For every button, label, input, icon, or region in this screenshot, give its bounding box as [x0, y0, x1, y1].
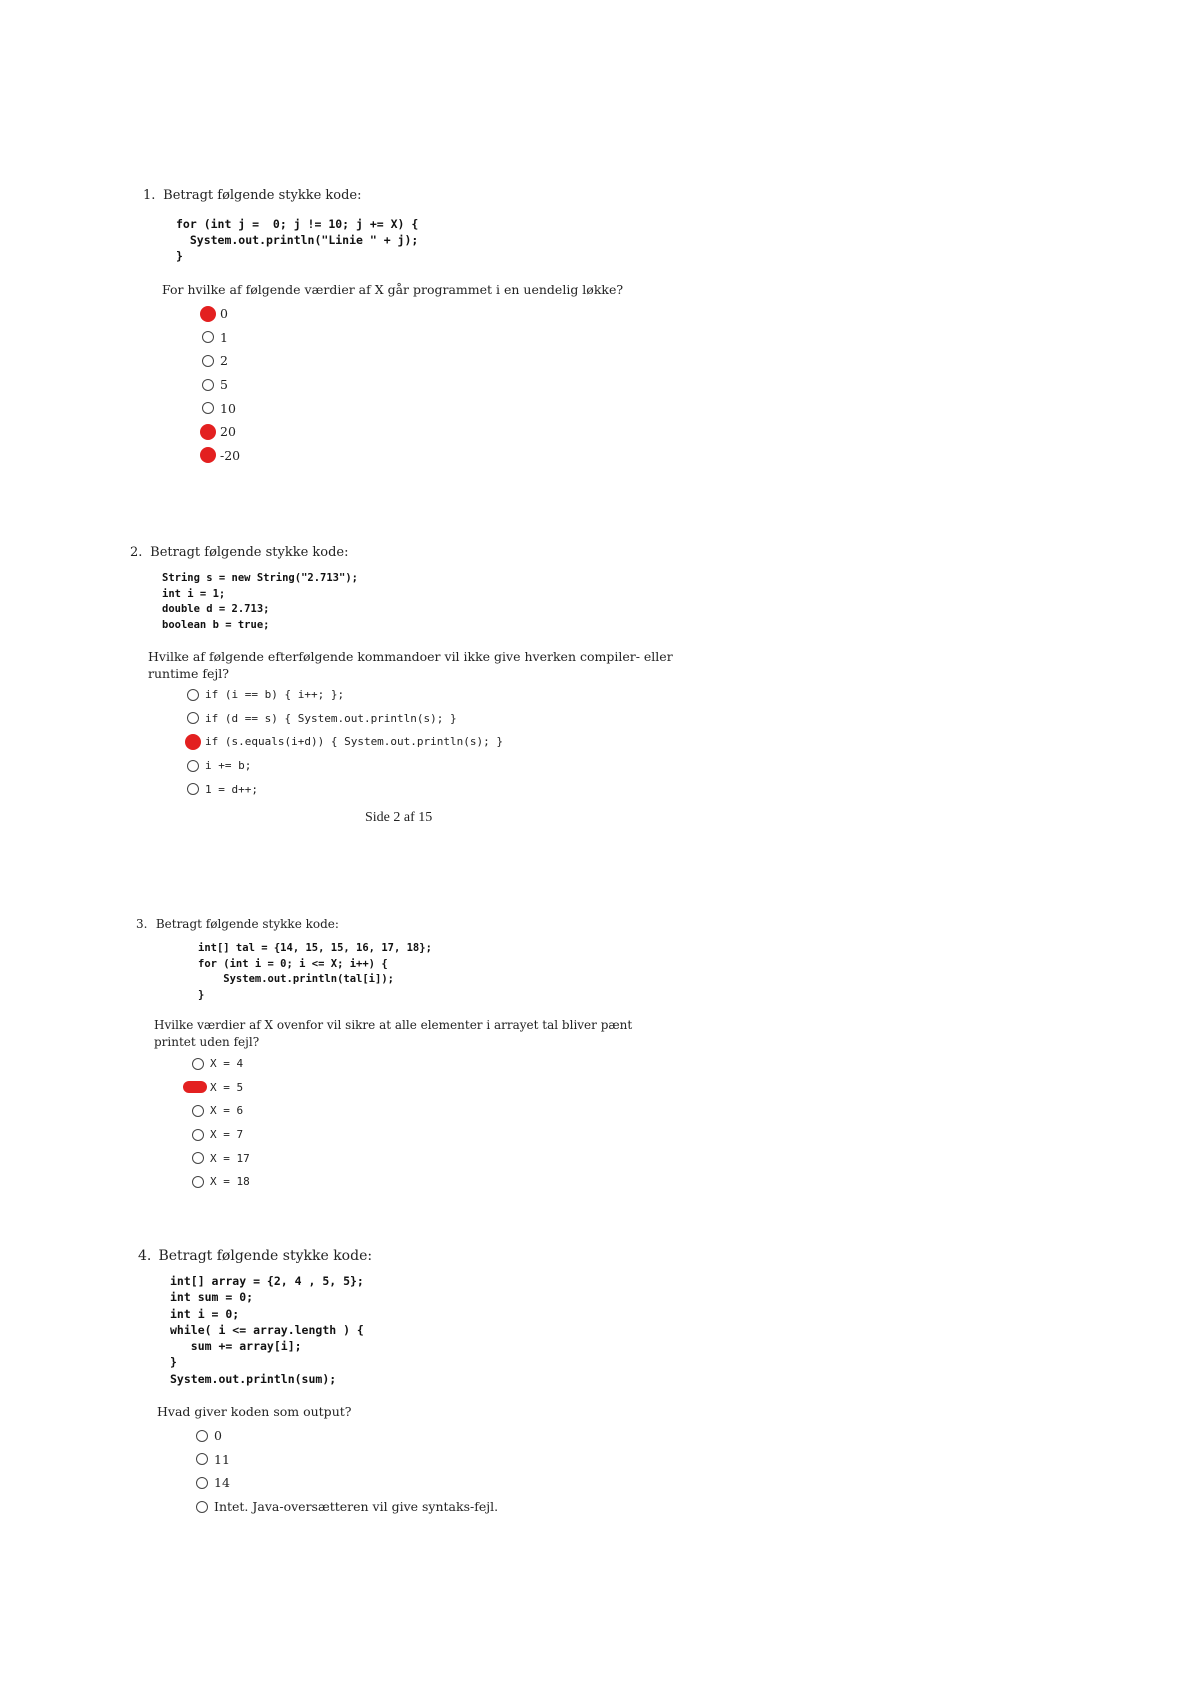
q2-option-4[interactable]	[187, 777, 503, 801]
option-label: X = 18	[210, 1175, 250, 1189]
red-ink-mark-icon	[183, 1081, 207, 1093]
page-bottom-blank	[0, 1518, 1200, 1698]
q2-option-0[interactable]	[187, 683, 503, 707]
option-label: 14	[214, 1475, 230, 1491]
page-footer: Side 2 af 15	[365, 810, 433, 825]
radio-button[interactable]	[192, 1129, 204, 1141]
q3-option-5[interactable]	[192, 1170, 250, 1194]
q2-options	[187, 683, 503, 801]
q1-heading	[143, 188, 362, 203]
red-ink-mark-icon	[200, 424, 216, 440]
q3-prompt: Hvilke værdier af X ovenfor vil sikre at alle elementer i arrayet tal bliver pænt printet uden fejl?	[154, 1018, 633, 1049]
radio-button[interactable]	[192, 1058, 204, 1070]
option-label: X = 17	[210, 1151, 250, 1165]
option-label: X = 7	[210, 1128, 244, 1142]
red-ink-mark-icon	[200, 306, 216, 322]
q1-title: Betragt følgende stykke kode:	[163, 188, 362, 203]
radio-button[interactable]	[187, 736, 199, 748]
radio-button[interactable]	[196, 1477, 208, 1489]
option-label: 2	[220, 353, 228, 369]
radio-button[interactable]	[187, 783, 199, 795]
option-label: X = 6	[210, 1104, 244, 1118]
q3-option-0[interactable]	[192, 1052, 250, 1076]
radio-button[interactable]	[192, 1081, 204, 1093]
option-label: 1 = d++;	[205, 782, 258, 796]
radio-button[interactable]	[202, 449, 214, 461]
q4-option-0[interactable]	[196, 1424, 498, 1448]
option-label: 5	[220, 377, 228, 393]
q2-code: String s = new String("2.713"); int i = 1; double d = 2.713; boolean b = true;	[162, 572, 358, 631]
option-label: 0	[214, 1428, 222, 1444]
q1-option-1[interactable]	[202, 326, 240, 350]
q2-title: Betragt følgende stykke kode:	[150, 545, 349, 560]
radio-button[interactable]	[192, 1105, 204, 1117]
option-label: 20	[220, 424, 236, 440]
option-label: 1	[220, 329, 228, 345]
option-label: 0	[220, 306, 228, 322]
radio-button[interactable]	[196, 1453, 208, 1465]
option-label: X = 5	[210, 1080, 244, 1094]
option-label: X = 4	[210, 1057, 244, 1071]
option-label: i += b;	[205, 759, 252, 773]
q3-number: 3.	[136, 917, 148, 931]
radio-button[interactable]	[196, 1501, 208, 1513]
q1-option-6[interactable]	[202, 444, 240, 468]
q4-number: 4.	[138, 1248, 152, 1264]
q3-option-1[interactable]	[192, 1076, 250, 1100]
radio-button[interactable]	[187, 760, 199, 772]
q3-option-2[interactable]	[192, 1099, 250, 1123]
q4-option-1[interactable]	[196, 1448, 498, 1472]
q4-prompt: Hvad giver koden som output?	[157, 1404, 352, 1419]
q3-option-3[interactable]	[192, 1123, 250, 1147]
radio-button[interactable]	[202, 426, 214, 438]
q2-option-2[interactable]	[187, 730, 503, 754]
radio-button[interactable]	[192, 1152, 204, 1164]
radio-button[interactable]	[196, 1430, 208, 1442]
option-label: if (d == s) { System.out.println(s); }	[205, 711, 457, 725]
red-ink-mark-icon	[185, 734, 201, 750]
q4-title: Betragt følgende stykke kode:	[158, 1248, 373, 1264]
q1-option-4[interactable]	[202, 396, 240, 420]
q2-option-3[interactable]	[187, 754, 503, 778]
option-label: Intet. Java-oversætteren vil give syntaks-fejl.	[214, 1499, 499, 1515]
radio-button[interactable]	[192, 1176, 204, 1188]
q1-code: for (int j = 0; j != 10; j += X) { System.out.println("Linie " + j); }	[176, 217, 419, 263]
option-label: 11	[214, 1451, 230, 1467]
radio-button[interactable]	[202, 308, 214, 320]
q2-prompt: Hvilke af følgende efterfølgende kommandoer vil ikke give hverken compiler- eller runtime fejl?	[148, 649, 673, 681]
q4-code: int[] array = {2, 4 , 5, 5}; int sum = 0; int i = 0; while( i <= array.length ) { sum += array[i]; } System.out.println(sum);	[170, 1274, 364, 1386]
radio-button[interactable]	[202, 402, 214, 414]
q1-option-5[interactable]	[202, 420, 240, 444]
q2-heading	[130, 545, 349, 560]
option-label: 10	[220, 400, 236, 416]
q3-options	[192, 1052, 250, 1194]
radio-button[interactable]	[202, 355, 214, 367]
radio-button[interactable]	[202, 379, 214, 391]
q1-option-0[interactable]	[202, 302, 240, 326]
radio-button[interactable]	[202, 331, 214, 343]
q2-option-1[interactable]	[187, 707, 503, 731]
option-label: -20	[220, 447, 241, 463]
q2-number: 2.	[130, 545, 143, 560]
q4-heading	[138, 1248, 372, 1264]
q3-title: Betragt følgende stykke kode:	[155, 917, 339, 931]
q1-options	[202, 302, 240, 467]
q1-option-2[interactable]	[202, 349, 240, 373]
q3-heading	[136, 917, 339, 931]
q3-option-4[interactable]	[192, 1146, 250, 1170]
radio-button[interactable]	[187, 689, 199, 701]
radio-button[interactable]	[187, 712, 199, 724]
q1-prompt: For hvilke af følgende værdier af X går programmet i en uendelig løkke?	[162, 282, 624, 297]
option-label: if (s.equals(i+d)) { System.out.println(s); }	[205, 735, 504, 749]
q1-number: 1.	[143, 188, 156, 203]
q4-option-3[interactable]	[196, 1495, 498, 1519]
option-label: if (i == b) { i++; };	[205, 688, 345, 702]
q1-option-3[interactable]	[202, 373, 240, 397]
q3-code: int[] tal = {14, 15, 15, 16, 17, 18}; for (int i = 0; i <= X; i++) { System.out.println(tal[i]); }	[198, 942, 432, 1001]
red-ink-mark-icon	[200, 447, 216, 463]
q4-option-2[interactable]	[196, 1471, 498, 1495]
